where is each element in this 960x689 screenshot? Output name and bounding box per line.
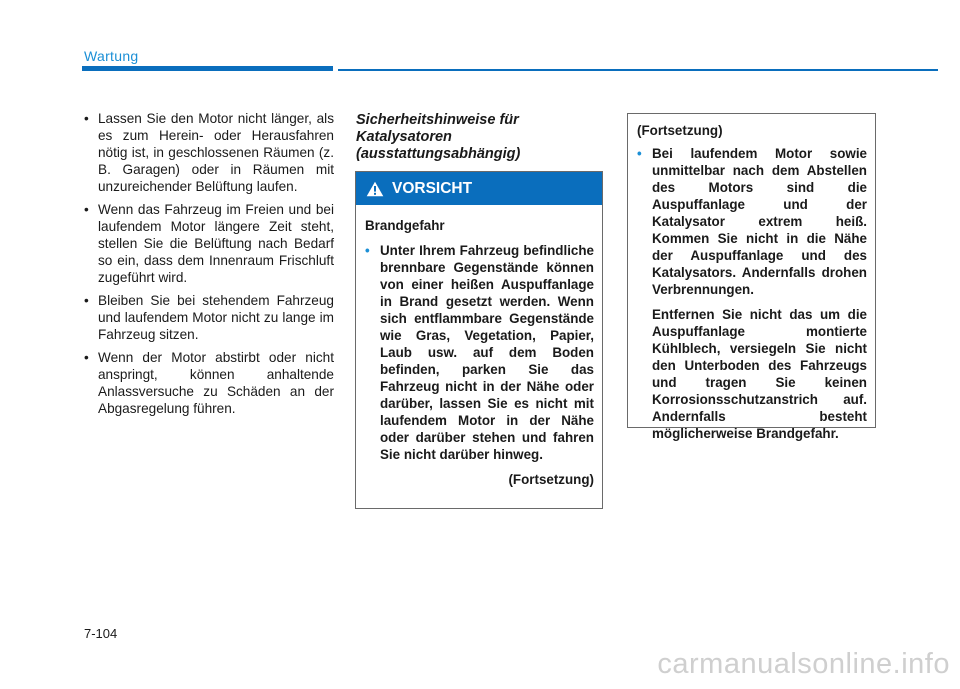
bullet-item: • Lassen Sie den Motor nicht länger, als es zum Herein- oder Herausfahren nötig ist, in geschlossenen Räumen (z. B. Garagen) oder in Räumen mit unzureichender Belüftung laufen. — [84, 110, 334, 195]
catalyst-safety-heading — [356, 112, 606, 163]
heading-line: Katalysatoren — [356, 129, 452, 145]
caution-subheading: Brandgefahr — [365, 218, 445, 233]
page-number: 7-104 — [84, 626, 118, 641]
caution-continued-box — [627, 113, 876, 441]
caution-body — [356, 205, 602, 488]
continued-label: (Fortsetzung) — [637, 123, 723, 138]
caution-paragraph: Entfernen Sie nicht das um die Auspuffanlage montierte Kühlblech, versiegeln Sie nicht den Unterboden des Fahrzeugs und tragen Sie keinen Korrosionsschutzanstrich auf. Andernfalls besteht möglicherweise Brandgefahr. — [652, 307, 867, 441]
header-rule-thin — [338, 69, 938, 71]
continued-label: (Fortsetzung) — [508, 472, 594, 487]
bullet-item: • Bleiben Sie bei stehendem Fahrzeug und laufendem Motor nicht zu lange im Fahrzeug sitzen. — [84, 292, 334, 343]
heading-line: Sicherheitshinweise für — [356, 112, 519, 128]
bullet-item: • Wenn das Fahrzeug im Freien und bei laufendem Motor längere Zeit steht, stellen Sie die Belüftung nach Bedarf so ein, dass dem Innenraum Frischluft zugeführt wird. — [84, 201, 334, 286]
left-column — [84, 110, 334, 423]
heading-line: (ausstattungsabhängig) — [356, 146, 521, 162]
caution-label: VORSICHT — [392, 179, 473, 197]
caution-bullet: • Unter Ihrem Fahrzeug befindliche brennbare Gegenstände können von einer heißen Auspuffanlage in Brand gesetzt werden. Wenn sich entflammbare Gegenstände wie Gras, Vegetation, Papier, Laub usw. auf dem Boden befinden, parken Sie das Fahrzeug nicht in der Nähe oder darüber, lassen Sie es nicht mit laufendem Motor in der Nähe oder darüber stehen und fahren Sie nicht darüber hinweg. — [365, 242, 594, 463]
caution-box — [355, 171, 603, 509]
warning-triangle-icon — [366, 181, 384, 197]
section-title: Wartung — [84, 48, 139, 64]
header-rule-thick — [82, 66, 333, 71]
caution-bullet: • Bei laufendem Motor sowie unmittelbar nach dem Abstellen des Motors sind die Auspuffanlage und der Katalysator extrem heiß. Kommen Sie nicht in die Nähe der Auspuffanlage und des Katalysators. Andernfalls drohen Verbrennungen. — [637, 145, 867, 298]
bullet-item: • Wenn der Motor abstirbt oder nicht anspringt, können anhaltende Anlassversuche zu Schäden an der Abgasregelung führen. — [84, 349, 334, 417]
caution-header — [356, 172, 602, 205]
watermark: carmanualsonline.info — [657, 648, 950, 680]
